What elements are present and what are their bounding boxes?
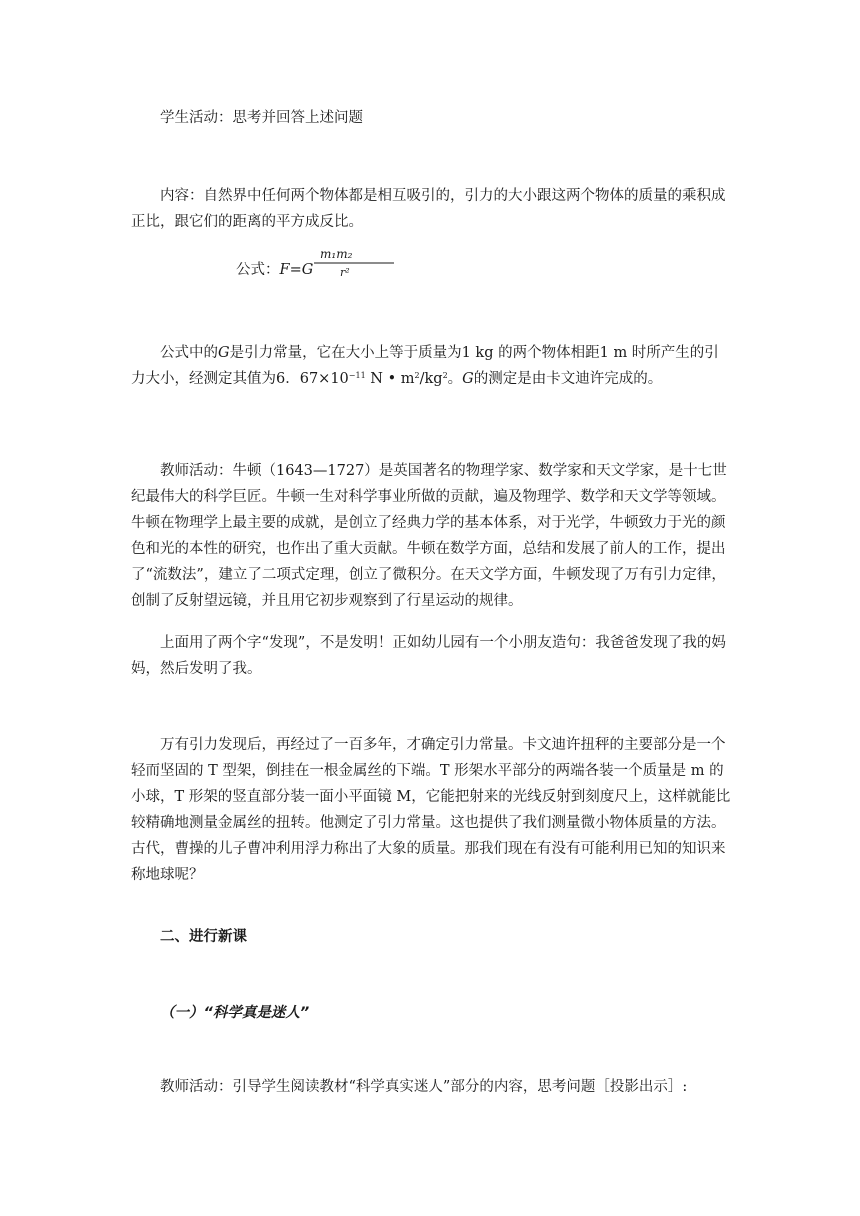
g-text-4: /kg [419, 371, 443, 387]
g-symbol-1: G [218, 345, 230, 361]
g-text-5: 。 [447, 371, 463, 387]
g-text-3: N • m [365, 371, 415, 387]
g-text-2: 是引力常量，它在大小上等于质量为1 kg 的两个物体相距1 m 时所产生的引力大小，经测定其值为6．67×10 [131, 345, 719, 387]
formula-label [236, 258, 313, 279]
teacher-reading-line: 教师活动：引导学生阅读教材“科学真实迷人”部分的内容，思考问题［投影出示］: [160, 1079, 688, 1095]
g-symbol-2: G [462, 371, 474, 387]
g-text-6: 的测定是由卡文迪许完成的。 [473, 371, 663, 387]
formula-prefix: 公式： [236, 262, 280, 278]
formula-constant: G [301, 262, 314, 278]
subsection-heading: （一）“科学真是迷人” [160, 1005, 310, 1021]
g-exponent-3: 2 [442, 371, 448, 380]
formula-fraction [314, 246, 434, 282]
student-activity-line: 学生活动：思考并回答上述问题 [160, 110, 363, 126]
g-exponent-1: −11 [348, 371, 366, 380]
g-constant-paragraph [131, 340, 731, 392]
fraction-denominator: r² [340, 266, 350, 279]
content-paragraph: 内容：自然界中任何两个物体都是相互吸引的，引力的大小跟这两个物体的质量的乘积成正比，跟它们的距离的平方成反比。 [131, 188, 726, 230]
formula-equals: = [289, 262, 302, 278]
formula-lhs: F [279, 262, 290, 278]
fraction-numerator: m₁m₂ [320, 247, 353, 261]
newton-paragraph: 教师活动：牛顿（1643—1727）是英国著名的物理学家、数学家和天文学家，是十七世纪最伟大的科学巨匠。牛顿一生对科学事业所做的贡献，遍及物理学、数学和天文学等领域。牛顿在物理学上最主要的成就，是创立了经典力学的基本体系，对于光学，牛顿致力于光的颜色和光的本性的研究，也作出了重大贡献。牛顿在数学方面，总结和发展了前人的工作，提出了“流数法”，建立了二项式定理，创立了微积分。在天文学方面，牛顿发现了万有引力定律，创制了反射望远镜，并且用它初步观察到了行星运动的规律。 [131, 463, 727, 609]
section-heading: 二、进行新课 [160, 929, 247, 945]
cavendish-paragraph: 万有引力发现后，再经过了一百多年，才确定引力常量。卡文迪许扭秤的主要部分是一个轻而坚固的 T 型架，倒挂在一根金属丝的下端。T 形架水平部分的两端各装一个质量是 m 的小球，T 形架的竖直部分装一面小平面镜 M，它能把射来的光线反射到刻度尺上，这样就能比较精确地测量金属丝的扭转。他测定了引力常量。这也提供了我们测量微小物体质量的方法。古代，曹操的儿子曹冲利用浮力称出了大象的质量。那我们现在有没有可能利用已知的知识来称地球呢？ [131, 737, 731, 883]
g-exponent-2: 2 [414, 371, 420, 380]
g-text-1: 公式中的 [160, 345, 218, 361]
discover-paragraph: 上面用了两个字“发现”，不是发明！正如幼儿园有一个小朋友造句：我爸爸发现了我的妈妈，然后发明了我。 [131, 635, 726, 677]
